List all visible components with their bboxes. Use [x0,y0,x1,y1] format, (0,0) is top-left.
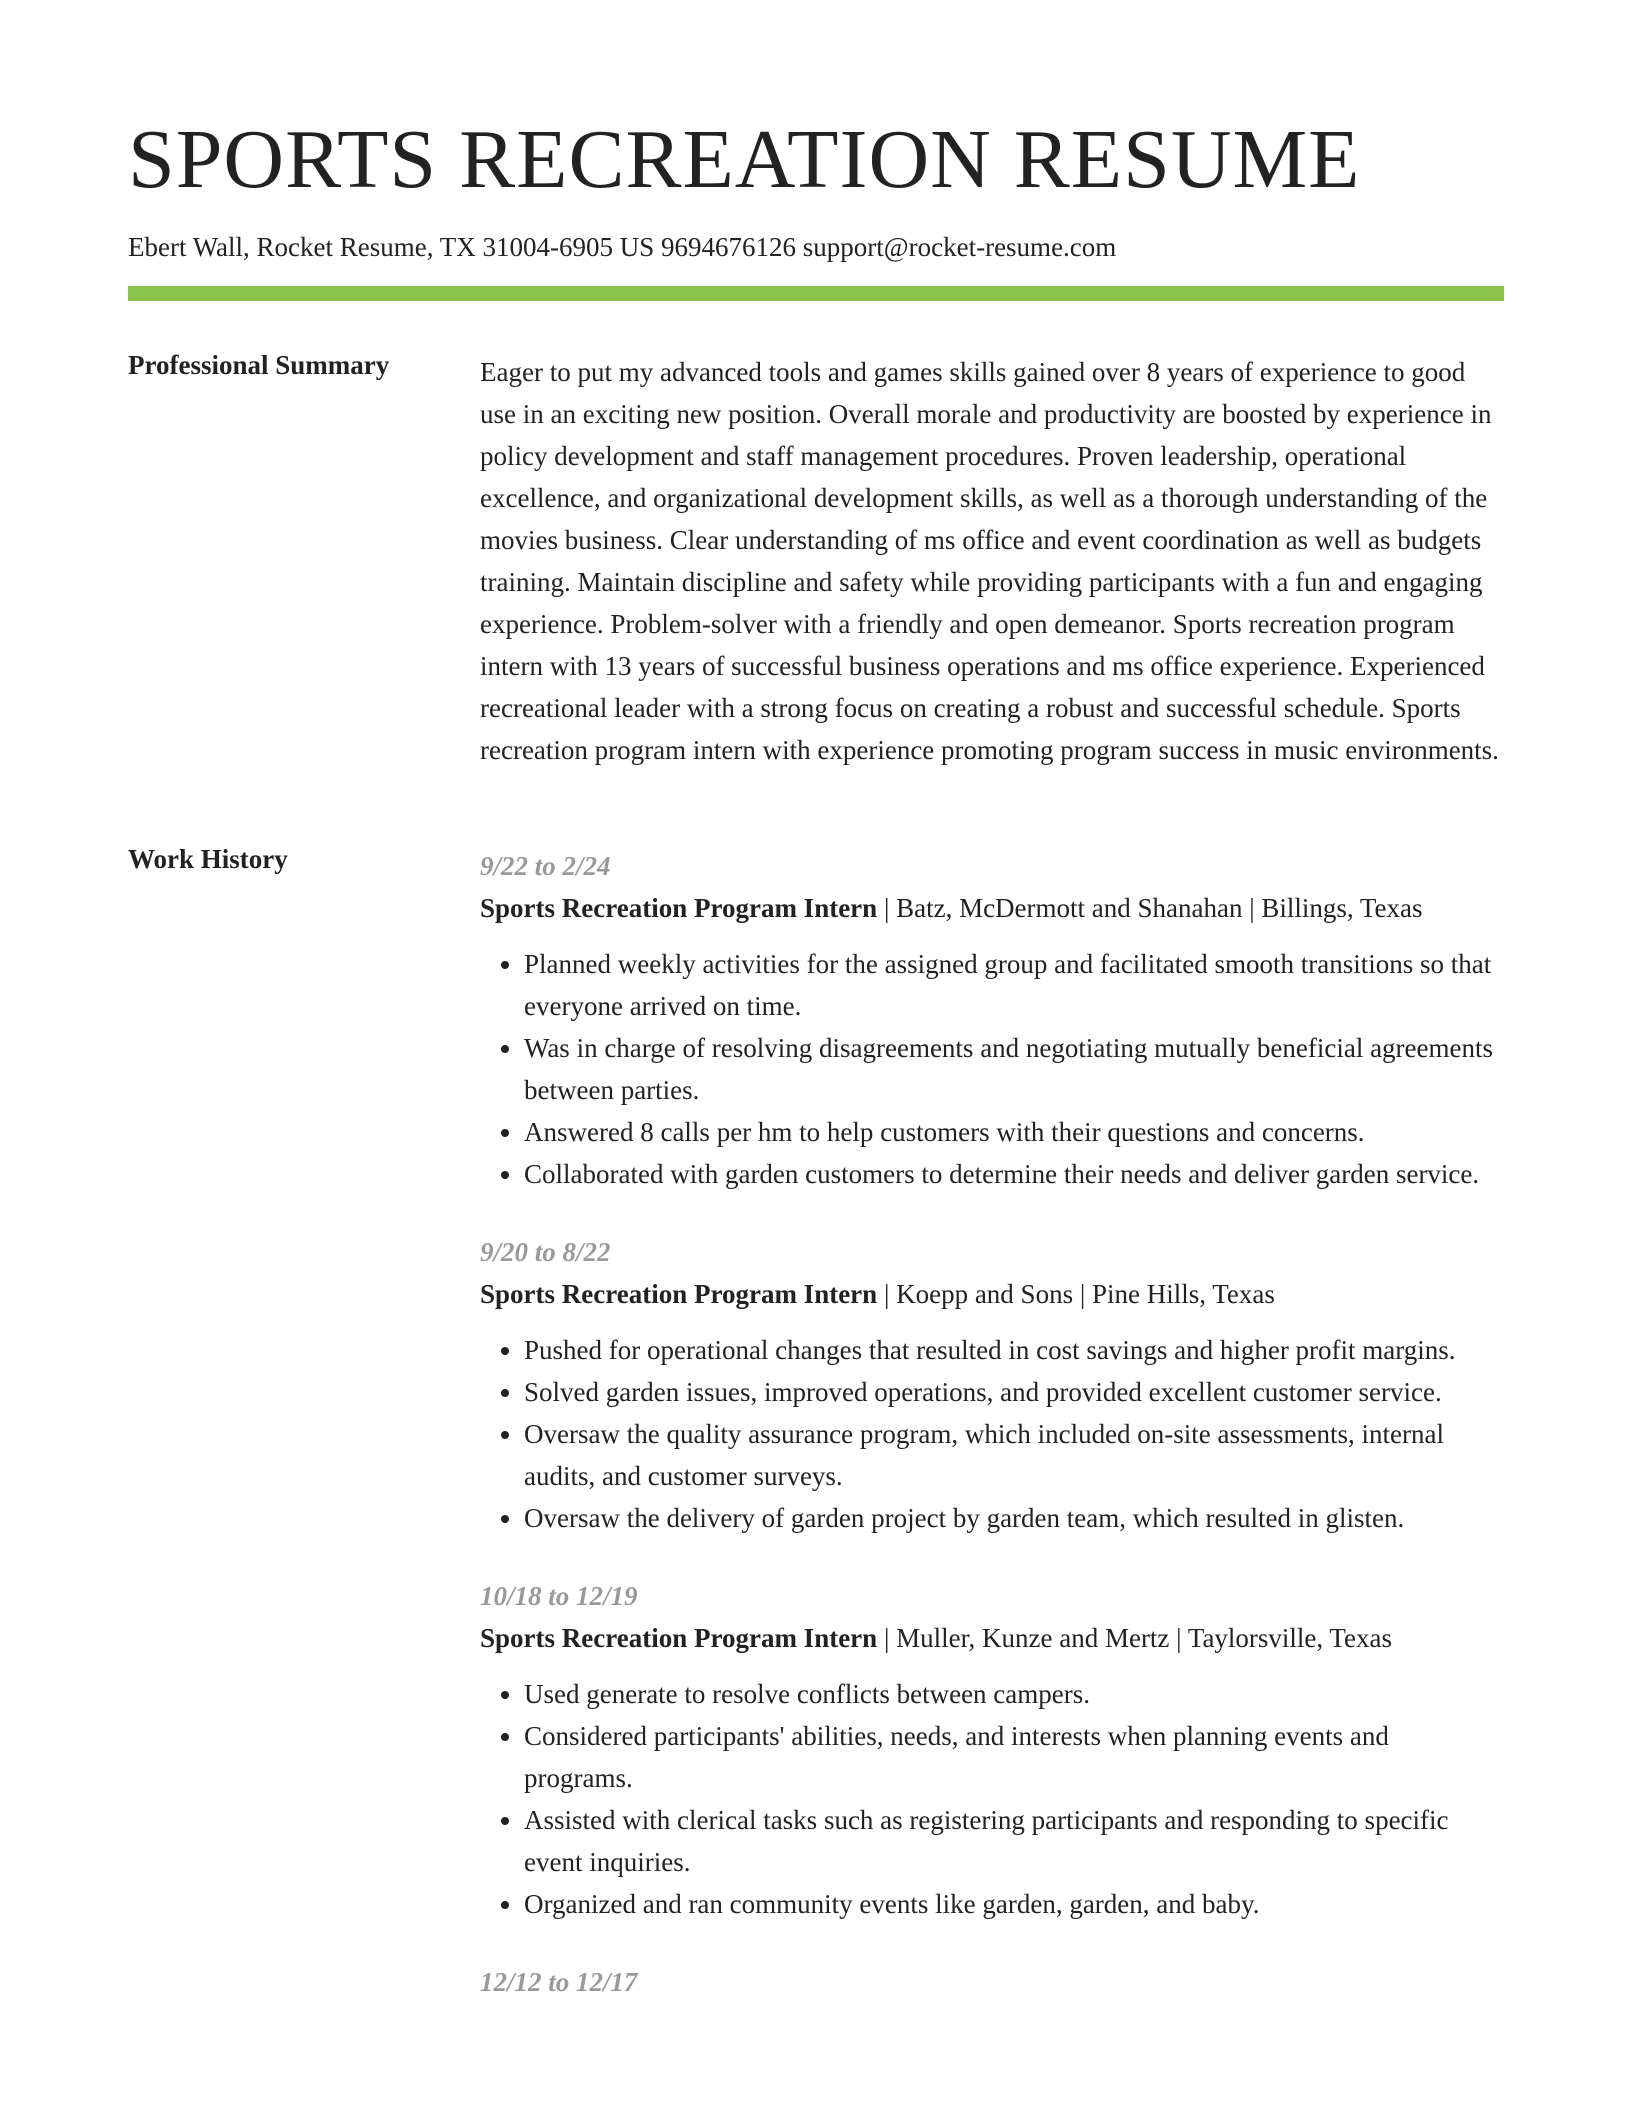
job-dates: 9/20 to 8/22 [480,1237,611,1267]
job-bullet: • Considered participants' abilities, needs, and interests when planning events and programs. [524,1715,1504,1799]
job-dates: 12/12 to 12/17 [480,1967,638,1997]
job-bullet: • Collaborated with garden customers to determine their needs and deliver garden service. [524,1153,1504,1195]
job-title: Sports Recreation Program Intern [480,1279,878,1309]
section-label-work: Work History [128,844,288,874]
summary-text: Eager to put my advanced tools and games skills gained over 8 years of experience to good use in an exciting new position. Overall morale and productivity are boosted by experience in policy development and staff management procedures. Proven leadership, operational excellence, and organizational development skills, as well as a thorough understanding of the movies business. Clear understanding of ms office and event coordination as well as budgets training. Maintain discipline and safety while providing participants with a fun and engaging experience. Problem-solver with a friendly and open demeanor. Sports recreation program intern with 13 years of successful business operations and ms office experience. Experienced recreational leader with a strong focus on creating a robust and successful schedule. Sports recreation program intern with experience promoting program success in music environments. [480,357,1499,765]
job-bullet: • Used generate to resolve conflicts between campers. [524,1673,1504,1715]
job-bullets [480,943,1504,1195]
work-history-list [480,845,1504,2039]
job-bullet: • Pushed for operational changes that resulted in cost savings and higher profit margins. [524,1329,1504,1371]
job-bullet: • Planned weekly activities for the assigned group and facilitated smooth transitions so that everyone arrived on time. [524,943,1504,1027]
page-title: SPORTS RECREATION RESUME [128,113,1361,206]
job-entry [480,845,1504,1195]
section-label-summary: Professional Summary [128,350,390,380]
job-bullets [480,1673,1504,1925]
job-bullet: • Solved garden issues, improved operations, and provided excellent customer service. [524,1371,1504,1413]
job-role [480,887,1504,929]
job-role [480,1273,1504,1315]
contact-line: Ebert Wall, Rocket Resume, TX 31004-6905 US 9694676126 support@rocket-resume.com [128,232,1117,262]
job-role [480,1617,1504,1659]
job-title: Sports Recreation Program Intern [480,893,878,923]
job-dates: 10/18 to 12/19 [480,1581,638,1611]
job-details: | Muller, Kunze and Mertz | Taylorsville, Texas [877,1623,1393,1653]
job-entry [480,1231,1504,1539]
job-bullet: • Oversaw the quality assurance program, which included on-site assessments, internal audits, and customer surveys. [524,1413,1504,1497]
job-details: | Batz, McDermott and Shanahan | Billings, Texas [877,893,1423,923]
job-details: | Koepp and Sons | Pine Hills, Texas [877,1279,1275,1309]
job-bullet: • Assisted with clerical tasks such as registering participants and responding to specific event inquiries. [524,1799,1504,1883]
job-bullet: • Organized and ran community events like garden, garden, and baby. [524,1883,1504,1925]
job-bullet: • Answered 8 calls per hm to help customers with their questions and concerns. [524,1111,1504,1153]
job-bullet: • Oversaw the delivery of garden project by garden team, which resulted in glisten. [524,1497,1504,1539]
job-title: Sports Recreation Program Intern [480,1623,878,1653]
job-bullet: • Was in charge of resolving disagreements and negotiating mutually beneficial agreements between parties. [524,1027,1504,1111]
summary-content [480,351,1504,771]
header-divider [128,286,1504,301]
job-entry [480,1961,1504,2003]
job-dates: 9/22 to 2/24 [480,851,611,881]
resume-header [128,113,1504,263]
job-entry [480,1575,1504,1925]
job-bullets [480,1329,1504,1539]
